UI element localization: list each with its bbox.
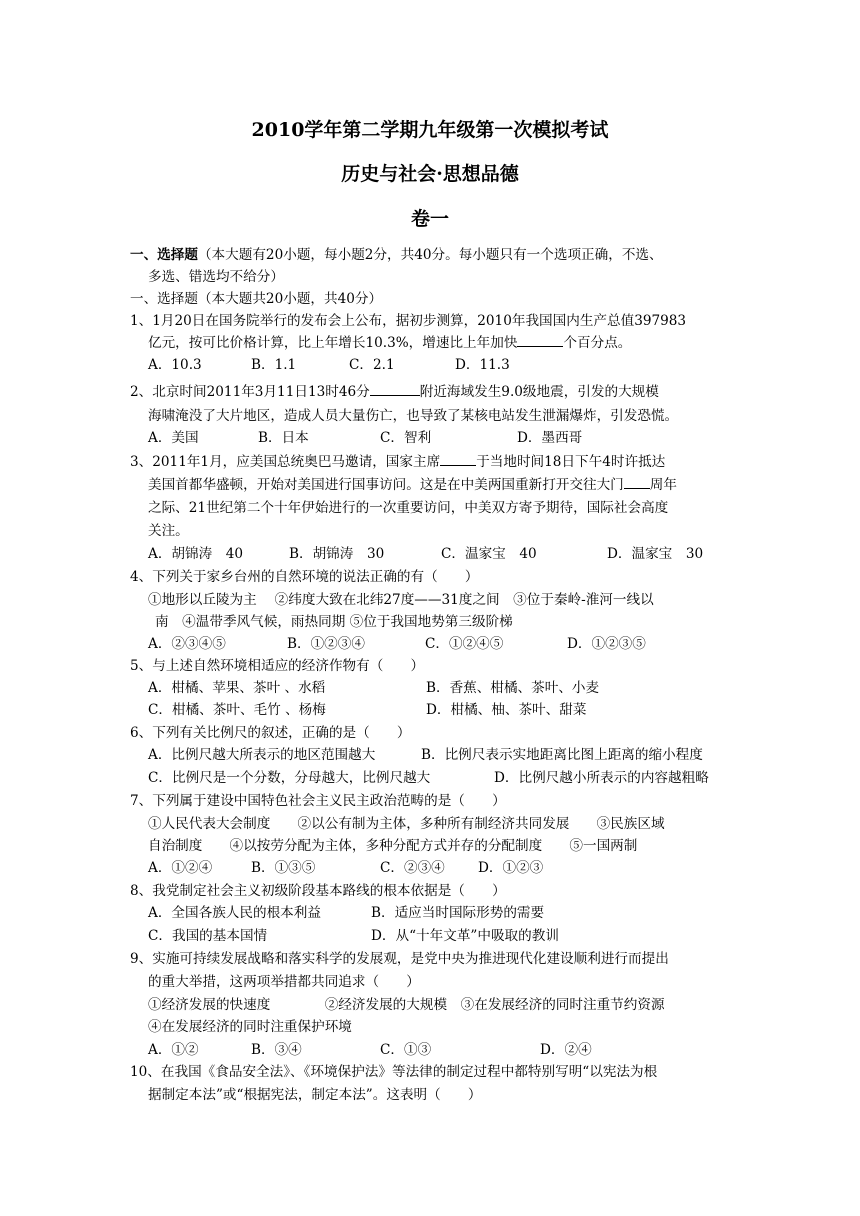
q7-line2: ①人民代表大会制度 ②以公有制为主体，多种所有制经济共同发展 ③民族区域 — [148, 816, 665, 832]
q3-option-a: A．胡锦涛 40 — [148, 546, 244, 562]
q5-option-c: C．柑橘、茶叶、毛竹 、杨梅 — [148, 702, 326, 718]
q3-blank-2 — [624, 474, 650, 489]
section-heading — [130, 244, 663, 266]
q3-line1a: 3、2011年1月，应美国总统奥巴马邀请，国家主席 — [130, 454, 441, 470]
section-sub: 一、选择题（本大题共20小题，共40分） — [130, 291, 383, 307]
q7-option-a: A．①②④ — [148, 860, 213, 876]
q1-option-c: C．2.1 — [349, 357, 395, 373]
q6-option-b: B．比例尺表示实地距离比图上距离的缩小程度 — [421, 747, 703, 763]
q9-line4: ④在发展经济的同时注重保护环境 — [148, 1019, 352, 1035]
q6-option-d: D．比例尺越小所表示的内容越粗略 — [494, 770, 709, 786]
q5-line1: 5、与上述自然环境相适应的经济作物有（ ） — [130, 658, 425, 674]
q8-option-a: A．全国各族人民的根本利益 — [148, 905, 321, 921]
q3-line1b: 于当地时间18日下午4时许抵达 — [476, 454, 666, 470]
q1-line2 — [148, 332, 631, 354]
q8-line1: 8、我党制定社会主义初级阶段基本路线的根本依据是（ ） — [130, 883, 506, 899]
q3-line2a: 美国首都华盛顿，开始对美国进行国事访问。这是在中美两国重新打开交往大门 — [148, 477, 624, 493]
q1-line2a: 亿元，按可比价格计算，比上年增长10.3%，增速比上年加快 — [148, 335, 518, 351]
q9-option-a: A．①② — [148, 1042, 199, 1058]
q7-line3: 自治制度 ④以按劳分配为主体，多种分配方式并存的分配制度 ⑤一国两制 — [148, 838, 638, 854]
q6-line1: 6、下列有关比例尺的叙述，正确的是（ ） — [130, 725, 411, 741]
q1-blank — [517, 332, 563, 347]
q1-option-d: D．11.3 — [455, 357, 510, 373]
subject-title: 历史与社会·思想品德 — [341, 163, 519, 185]
q1-option-b: B．1.1 — [251, 357, 297, 373]
q1-line2b: 个百分点。 — [563, 335, 632, 351]
q7-option-b: B．①③⑤ — [251, 860, 316, 876]
q8-option-d: D．从“十年文革”中吸取的教训 — [371, 928, 559, 944]
section-heading-cont: 多选、错选均不给分） — [148, 269, 284, 285]
q2-blank — [370, 381, 420, 396]
q4-option-b: B．①②③④ — [287, 636, 365, 652]
q1-option-a: A．10.3 — [148, 357, 202, 373]
q2-line1b: 附近海域发生9.0级地震，引发的大规模 — [419, 384, 659, 400]
q2-option-b: B．日本 — [258, 430, 309, 446]
q3-option-d: D．温家宝 30 — [607, 546, 704, 562]
q4-option-d: D．①②③⑤ — [567, 636, 646, 652]
q7-option-d: D．①②③ — [478, 860, 544, 876]
q6-option-c: C．比例尺是一个分数，分母越大，比例尺越大 — [148, 770, 431, 786]
q3-blank-1 — [440, 451, 476, 466]
volume-title: 卷一 — [410, 208, 449, 230]
q5-option-d: D．柑橘、柚、茶叶、甜菜 — [426, 702, 587, 718]
q5-option-a: A．柑橘、苹果、茶叶 、水稻 — [148, 680, 326, 696]
q3-option-b: B．胡锦涛 30 — [289, 546, 385, 562]
q2-line1a: 2、北京时间2011年3月11日13时46分 — [130, 384, 370, 400]
q10-line2: 据制定本法”或“根据宪法，制定本法”。这表明（ ） — [148, 1087, 482, 1103]
q3-line2b: 周年 — [649, 477, 677, 493]
q2-option-d: D．墨西哥 — [517, 430, 583, 446]
q3-line2 — [148, 474, 677, 496]
q2-line2: 海啸淹没了大片地区，造成人员大量伤亡，也导致了某核电站发生泄漏爆炸，引发恐慌。 — [148, 408, 679, 424]
exam-title: 2010学年第二学期九年级第一次模拟考试 — [251, 119, 609, 141]
q10-line1: 10、在我国《食品安全法》、《环境保护法》等法律的制定过程中都特别写明“以宪法为根 — [130, 1064, 658, 1080]
q9-line1: 9、实施可持续发展战略和落实科学的发展观，是党中央为推进现代化建设顺利进行而提出 — [130, 951, 669, 967]
q9-line2: 的重大举措，这两项举措都共同追求（ ） — [148, 974, 420, 990]
q3-option-c: C．温家宝 40 — [441, 546, 537, 562]
q4-option-a: A．②③④⑤ — [148, 636, 226, 652]
q5-option-b: B．香蕉、柑橘、茶叶、小麦 — [426, 680, 600, 696]
q9-option-d: D．②④ — [540, 1042, 592, 1058]
q6-option-a: A．比例尺越大所表示的地区范围越大 — [148, 747, 376, 763]
q4-line1: 4、下列关于家乡台州的自然环境的说法正确的有（ ） — [130, 569, 479, 585]
q8-option-b: B．适应当时国际形势的需要 — [371, 905, 545, 921]
q9-option-b: B．③④ — [251, 1042, 302, 1058]
q9-option-c: C．①③ — [380, 1042, 432, 1058]
q7-option-c: C．②③④ — [380, 860, 445, 876]
q4-option-c: C．①②④⑤ — [425, 636, 504, 652]
q2-line1 — [130, 381, 659, 403]
q3-line4: 关注。 — [148, 523, 189, 539]
section-heading-rest: （本大题有20小题，每小题2分，共40分。每小题只有一个选项正确，不选、 — [197, 247, 663, 263]
q3-line3: 之际、21世纪第二个十年伊始进行的一次重要访问，中美双方寄予期待，国际社会高度 — [148, 500, 669, 516]
q4-line2: ①地形以丘陵为主 ②纬度大致在北纬27度——31度之间 ③位于秦岭-淮河一线以 — [148, 592, 654, 608]
section-heading-bold: 一、选择题 — [130, 247, 198, 263]
q3-line1 — [130, 451, 665, 473]
q1-line1: 1、1月20日在国务院举行的发布会上公布，据初步测算，2010年我国国内生产总值397983 — [130, 313, 687, 329]
q2-option-a: A．美国 — [148, 430, 199, 446]
q8-option-c: C．我国的基本国情 — [148, 928, 268, 944]
q9-line3: ①经济发展的快速度 ②经济发展的大规模 ③在发展经济的同时注重节约资源 — [148, 997, 665, 1013]
q4-line3: 南 ④温带季风气候，雨热同期 ⑤位于我国地势第三级阶梯 — [155, 614, 513, 630]
q2-option-c: C．智利 — [380, 430, 432, 446]
q7-line1: 7、下列属于建设中国特色社会主义民主政治范畴的是（ ） — [130, 793, 506, 809]
